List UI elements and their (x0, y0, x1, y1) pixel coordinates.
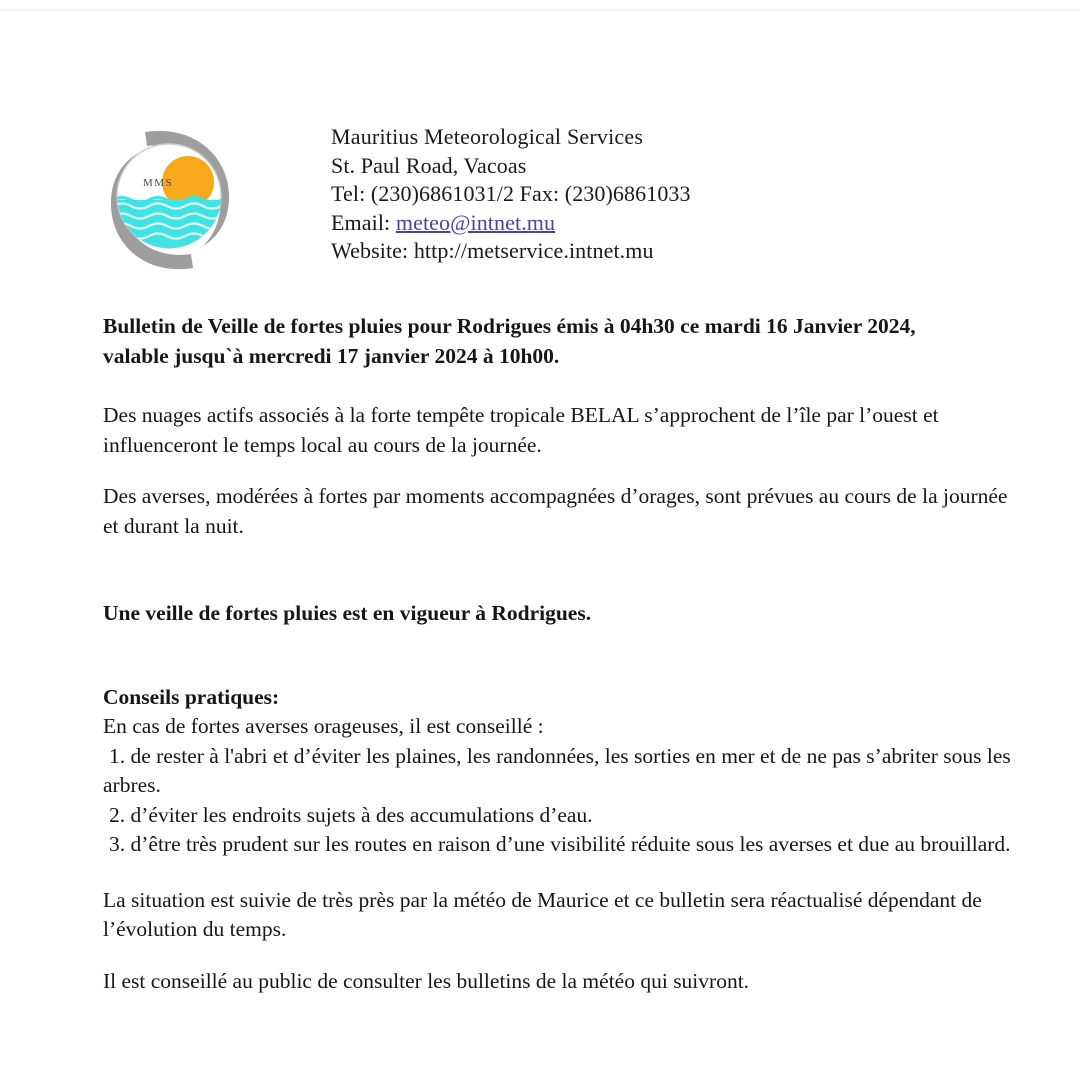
advice-item-3: 3. d’être très prudent sur les routes en raison d’une visibilité réduite sous les averses et due au brouillard. (109, 832, 1011, 856)
organisation-details (331, 118, 691, 266)
organisation-website: Website: http://metservice.intnet.mu (331, 238, 654, 263)
paragraph-situation: La situation est suivie de très près par la météo de Maurice et ce bulletin sera réactualisé dépendant de l’évolution du temps. (103, 887, 982, 941)
email-label: Email: (331, 209, 391, 235)
organisation-address: St. Paul Road, Vacoas (331, 152, 527, 178)
advice-item-1: 1. de rester à l'abri et d’éviter les plaines, les randonnées, les sorties en mer et de ne pas s’abriter sous les arbres. (103, 743, 1011, 797)
warning-statement: Une veille de fortes pluies est en vigueur à Rodrigues. (103, 601, 592, 625)
bulletin-title-line-2: valable jusqu`à mercredi 17 janvier 2024 à 10h00. (103, 343, 560, 368)
advice-intro: En cas de fortes averses orageuses, il est conseillé : (103, 714, 544, 738)
spacer (103, 945, 1021, 967)
spacer (103, 371, 1021, 401)
bulletin-title-line-1: Bulletin de Veille de fortes pluies pour Rodrigues émis à 04h30 ce mardi 16 Janvier 2024, (103, 314, 916, 338)
paragraph-clouds: Des nuages actifs associés à la forte tempête tropicale BELAL s’approchent de l’île par l’ouest et influenceront le temps local au cours de la journée. (103, 403, 939, 457)
paragraph-showers: Des averses, modérées à fortes par moments accompagnées d’orages, sont prévues au cours de la journée et durant la nuit. (103, 484, 1008, 538)
logo-monogram: MMS (143, 177, 174, 189)
letterhead (103, 118, 963, 280)
organisation-email-line (331, 209, 691, 238)
advice-heading: Conseils pratiques: (103, 684, 280, 709)
bulletin-body (103, 312, 1021, 996)
advice-item-2: 2. d’éviter les endroits sujets à des accumulations d’eau. (109, 802, 593, 827)
organisation-phone: Tel: (230)6861031/2 Fax: (230)6861033 (331, 181, 691, 206)
spacer (103, 860, 1021, 886)
organisation-name: Mauritius Meteorological Services (331, 124, 644, 149)
mms-logo-icon (103, 118, 235, 280)
top-divider (0, 9, 1080, 11)
spacer (103, 629, 1021, 683)
paragraph-public-advice: Il est conseillé au public de consulter les bulletins de la météo qui suivront. (103, 968, 750, 993)
email-link[interactable]: meteo@intnet.mu (395, 209, 556, 235)
spacer (103, 541, 1021, 599)
spacer (103, 460, 1021, 482)
